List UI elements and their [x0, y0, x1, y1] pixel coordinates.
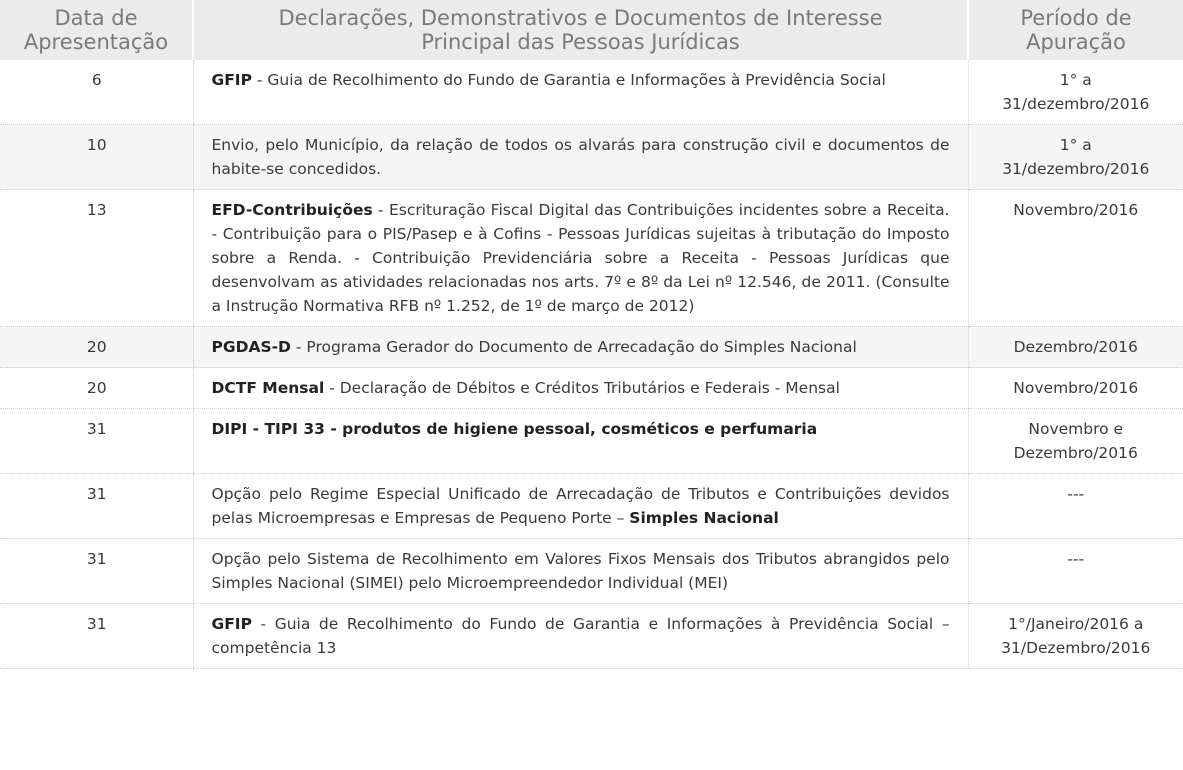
row-description: [193, 539, 968, 604]
row-doc-name: GFIP: [211, 71, 252, 89]
row-period-line2: Dezembro/2016: [1013, 444, 1138, 462]
row-period: [968, 327, 1183, 368]
header-date: [0, 0, 193, 60]
table-row: [0, 474, 1183, 539]
row-period: [968, 125, 1183, 190]
row-period: [968, 60, 1183, 125]
row-description: [193, 368, 968, 409]
table-row: [0, 539, 1183, 604]
row-period-line1: Novembro e: [1028, 420, 1124, 438]
header-date-line1: Data de: [54, 6, 138, 30]
row-period-line1: ---: [1067, 485, 1085, 503]
row-period-line1: Dezembro/2016: [1013, 338, 1138, 356]
row-period: [968, 539, 1183, 604]
header-documents-line2: Principal das Pessoas Jurídicas: [421, 30, 740, 54]
row-description: [193, 474, 968, 539]
row-date: 13: [0, 190, 193, 327]
row-date: 31: [0, 474, 193, 539]
row-doc-name: EFD-Contribuições: [211, 201, 373, 219]
header-row: [0, 0, 1183, 60]
header-period: [968, 0, 1183, 60]
row-doc-name-suffix: Simples Nacional: [629, 509, 779, 527]
row-doc-text: - Escrituração Fiscal Digital das Contribuições incidentes sobre a Receita. - Contribuição para o PIS/Pasep e à Cofins - Pessoas Jurídicas sujeitas à tributação do Imposto sobre a Renda. - Contribuição Previdenciária sobre a Receita - Pessoas Jurídicas que desenvolvam as atividades relacionadas nos arts. 7º e 8º da Lei nº 12.546, de 2011. (Consulte a Instrução Normativa RFB nº 1.252, de 1º de março de 2012): [211, 201, 950, 315]
header-documents: [193, 0, 968, 60]
row-date: 31: [0, 604, 193, 669]
header-period-line1: Período de: [1020, 6, 1132, 30]
row-date: 6: [0, 60, 193, 125]
row-doc-text: - Programa Gerador do Documento de Arrecadação do Simples Nacional: [290, 338, 857, 356]
row-doc-name: DIPI - TIPI 33 - produtos de higiene pessoal, cosméticos e perfumaria: [211, 420, 818, 438]
table-row: [0, 190, 1183, 327]
row-doc-name: DCTF Mensal: [211, 379, 325, 397]
row-period-line1: ---: [1067, 550, 1085, 568]
table-row: [0, 368, 1183, 409]
row-description: [193, 409, 968, 474]
row-description: [193, 604, 968, 669]
row-date: 31: [0, 539, 193, 604]
row-description: [193, 125, 968, 190]
table-row: [0, 125, 1183, 190]
row-doc-text: - Declaração de Débitos e Créditos Tributários e Federais - Mensal: [324, 379, 840, 397]
row-description: [193, 327, 968, 368]
row-period-line2: 31/dezembro/2016: [1002, 160, 1150, 178]
header-period-line2: Apuração: [1026, 30, 1126, 54]
row-doc-text: Opção pelo Sistema de Recolhimento em Valores Fixos Mensais dos Tributos abrangidos pelo Simples Nacional (SIMEI) pelo Microempreendedor Individual (MEI): [211, 550, 950, 592]
row-period: [968, 474, 1183, 539]
row-period-line2: 31/Dezembro/2016: [1001, 639, 1151, 657]
row-period-line1: Novembro/2016: [1013, 379, 1139, 397]
row-period-line1: 1° a: [1059, 136, 1092, 154]
row-doc-text: Opção pelo Regime Especial Unificado de Arrecadação de Tributos e Contribuições devidos pelas Microempresas e Empresas de Pequeno Porte –: [211, 485, 950, 527]
row-description: [193, 190, 968, 327]
row-period: [968, 190, 1183, 327]
table-row: [0, 327, 1183, 368]
row-period-line1: 1°/Janeiro/2016 a: [1008, 615, 1144, 633]
table-row: [0, 409, 1183, 474]
row-period: [968, 604, 1183, 669]
row-period: [968, 368, 1183, 409]
row-doc-text: - Guia de Recolhimento do Fundo de Garantia e Informações à Previdência Social: [251, 71, 886, 89]
row-doc-name: PGDAS-D: [211, 338, 291, 356]
row-doc-name: GFIP: [211, 615, 252, 633]
row-period-line2: 31/dezembro/2016: [1002, 95, 1150, 113]
row-period-line1: Novembro/2016: [1013, 201, 1139, 219]
table-row: [0, 60, 1183, 125]
header-documents-line1: Declarações, Demonstrativos e Documentos de Interesse: [278, 6, 883, 30]
table-header: [0, 0, 1183, 60]
row-date: 20: [0, 327, 193, 368]
table-body: [0, 60, 1183, 669]
header-date-line2: Apresentação: [23, 30, 169, 54]
row-description: [193, 60, 968, 125]
row-doc-text: - Guia de Recolhimento do Fundo de Garantia e Informações à Previdência Social – competência 13: [211, 615, 950, 657]
row-date: 31: [0, 409, 193, 474]
table-row: [0, 604, 1183, 669]
row-doc-text: Envio, pelo Município, da relação de todos os alvarás para construção civil e documentos de habite-se concedidos.: [211, 136, 950, 178]
row-period: [968, 409, 1183, 474]
row-date: 20: [0, 368, 193, 409]
row-period-line1: 1° a: [1059, 71, 1092, 89]
row-date: 10: [0, 125, 193, 190]
